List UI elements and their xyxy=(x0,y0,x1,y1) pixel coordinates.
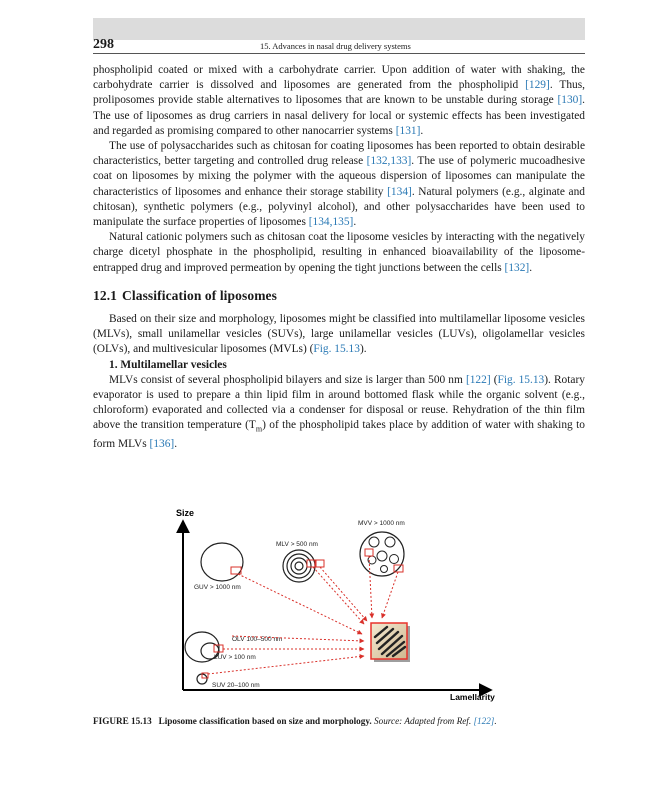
text: phospholipid coated or mixed with a carbohydrate carrier. Upon addition of water with shaking, the carbohydrate carrier is dissolved and liposomes are generated from the phospholipid xyxy=(93,64,585,92)
text: . Natural polymers (e.g., alginate and chitosan), synthetic polymers (e.g., polyvinyl alcohol), and other polysaccharides have been used to manipulate the surface properties of liposomes xyxy=(93,185,585,229)
mlv-label: MLV > 500 nm xyxy=(276,541,318,548)
text: ( xyxy=(490,373,498,386)
section-paragraph-1 xyxy=(93,312,585,358)
liposome-figure xyxy=(172,504,507,704)
section-number: 12.1 xyxy=(93,287,118,303)
section-paragraph-2 xyxy=(93,373,585,452)
section-heading xyxy=(93,288,585,303)
figure-link[interactable]: Fig. 15.13 xyxy=(313,343,360,356)
header-bar xyxy=(93,18,585,40)
mvv-inner-vesicle xyxy=(390,555,399,564)
text: ). xyxy=(359,343,367,356)
text: ) of the phospholipid takes place by addition of water with shaking to form MLVs xyxy=(93,419,585,450)
text: . The use of liposomes as drug carriers in nasal delivery for local or systemic effects has been investigated and regarded as promising compared to other nanocarrier systems xyxy=(93,94,585,137)
y-axis-label: Size xyxy=(176,508,195,518)
body-text xyxy=(93,63,585,452)
mvv-label: MVV > 1000 nm xyxy=(358,520,405,527)
figure-caption xyxy=(93,715,585,727)
x-axis-label: Lamellarity xyxy=(450,692,495,702)
caption-end: . xyxy=(494,716,497,726)
citation-link[interactable]: [134] xyxy=(387,185,412,198)
text: ). Rotary evaporator is used to prepare a thin lipid film in around bottomed flask while the organic solvent (e.g., chloroform) evaporated and collected via a condenser for disposal or reuse. Rehydration of the thin film above the transition temperature (T xyxy=(93,373,585,432)
mvv-inner-vesicle xyxy=(377,551,387,561)
paragraph-2 xyxy=(93,139,585,230)
mvv-vesicle xyxy=(360,532,404,576)
arrow-mlv xyxy=(313,567,364,624)
arrow-guv xyxy=(238,574,362,634)
mvv-marker-box xyxy=(365,549,373,556)
section-title: Classification of liposomes xyxy=(122,287,277,303)
mlv-vesicle xyxy=(283,550,315,582)
mvv-inner-vesicle xyxy=(385,537,395,547)
mvv-inner-vesicle xyxy=(369,537,379,547)
mlv-layer xyxy=(291,558,307,574)
guv-label: GUV > 1000 nm xyxy=(194,584,241,591)
luv-label: LUV > 100 nm xyxy=(214,654,256,661)
arrow-mvv-2 xyxy=(382,572,398,618)
arrow-mvv xyxy=(369,556,372,618)
text: . xyxy=(529,261,533,274)
citation-link[interactable]: [131] xyxy=(395,124,421,137)
text: . The use of polymeric mucoadhesive coat on liposomes by mixing the polymer with the aqueous dispersion of liposomes can manipulate the characteristics of liposomes and enhance their storage stability xyxy=(93,155,586,198)
arrow-mlv-2 xyxy=(320,567,367,621)
guv-vesicle xyxy=(201,543,243,581)
mlv-core xyxy=(295,562,303,570)
text: Natural cationic polymers such as chitosan coat the liposome vesicles by interacting with the negatively charge dicetyl phosphate in the phospholipid, resulting in enhanced bioavailability of the liposome-entrapped drug and improved permeation by opening the tight junctions between the cells xyxy=(93,231,585,274)
paragraph-1 xyxy=(93,63,585,139)
page-number: 298 xyxy=(93,37,114,52)
header-rule xyxy=(93,53,585,54)
caption-title: Liposome classification based on size and morphology. xyxy=(158,716,372,726)
paragraph-3 xyxy=(93,230,585,276)
caption-citation-link[interactable]: [122] xyxy=(473,716,495,726)
text: . xyxy=(174,437,178,450)
text: Based on their size and morphology, liposomes might be classified into multilamellar liposome vesicles (MLVs), small unilamellar vesicles (SUVs), large unilamellar vesicles (LUVs), oligolamellar vesicles (OLVs), and multivesicular liposomes (MVLs) ( xyxy=(93,313,585,356)
olv-label: OLV 100–500 nm xyxy=(232,636,283,643)
mvv-inner-vesicle xyxy=(381,566,388,573)
citation-link[interactable]: [136] xyxy=(149,437,175,450)
text: MLVs consist of several phospholipid bilayers and size is larger than 500 nm xyxy=(109,373,466,386)
text: The use of polysaccharides such as chitosan for coating liposomes has been reported to obtain desirable characteristics, better targeting and controlled drug release xyxy=(93,140,585,168)
running-head: 15. Advances in nasal drug delivery systems xyxy=(260,41,411,51)
citation-link[interactable]: [134,135] xyxy=(308,216,354,229)
text: . xyxy=(353,216,357,229)
text: . Thus, proliposomes provide stable alternatives to liposomes that are known to be unstable during storage xyxy=(93,79,585,107)
subsection-heading: 1. Multilamellar vesicles xyxy=(109,358,227,371)
subscript: m xyxy=(255,424,263,434)
citation-link[interactable]: [122] xyxy=(465,373,491,386)
citation-link[interactable]: [130] xyxy=(557,94,583,107)
citation-link[interactable]: [132,133] xyxy=(366,155,412,168)
caption-source: Source: Adapted from Ref. xyxy=(374,716,472,726)
figure-link[interactable]: Fig. 15.13 xyxy=(497,373,545,386)
suv-label: SUV 20–100 nm xyxy=(212,682,260,689)
citation-link[interactable]: [132] xyxy=(504,261,530,274)
text: . xyxy=(420,124,424,137)
caption-label: FIGURE 15.13 xyxy=(93,716,152,726)
citation-link[interactable]: [129] xyxy=(525,79,550,92)
